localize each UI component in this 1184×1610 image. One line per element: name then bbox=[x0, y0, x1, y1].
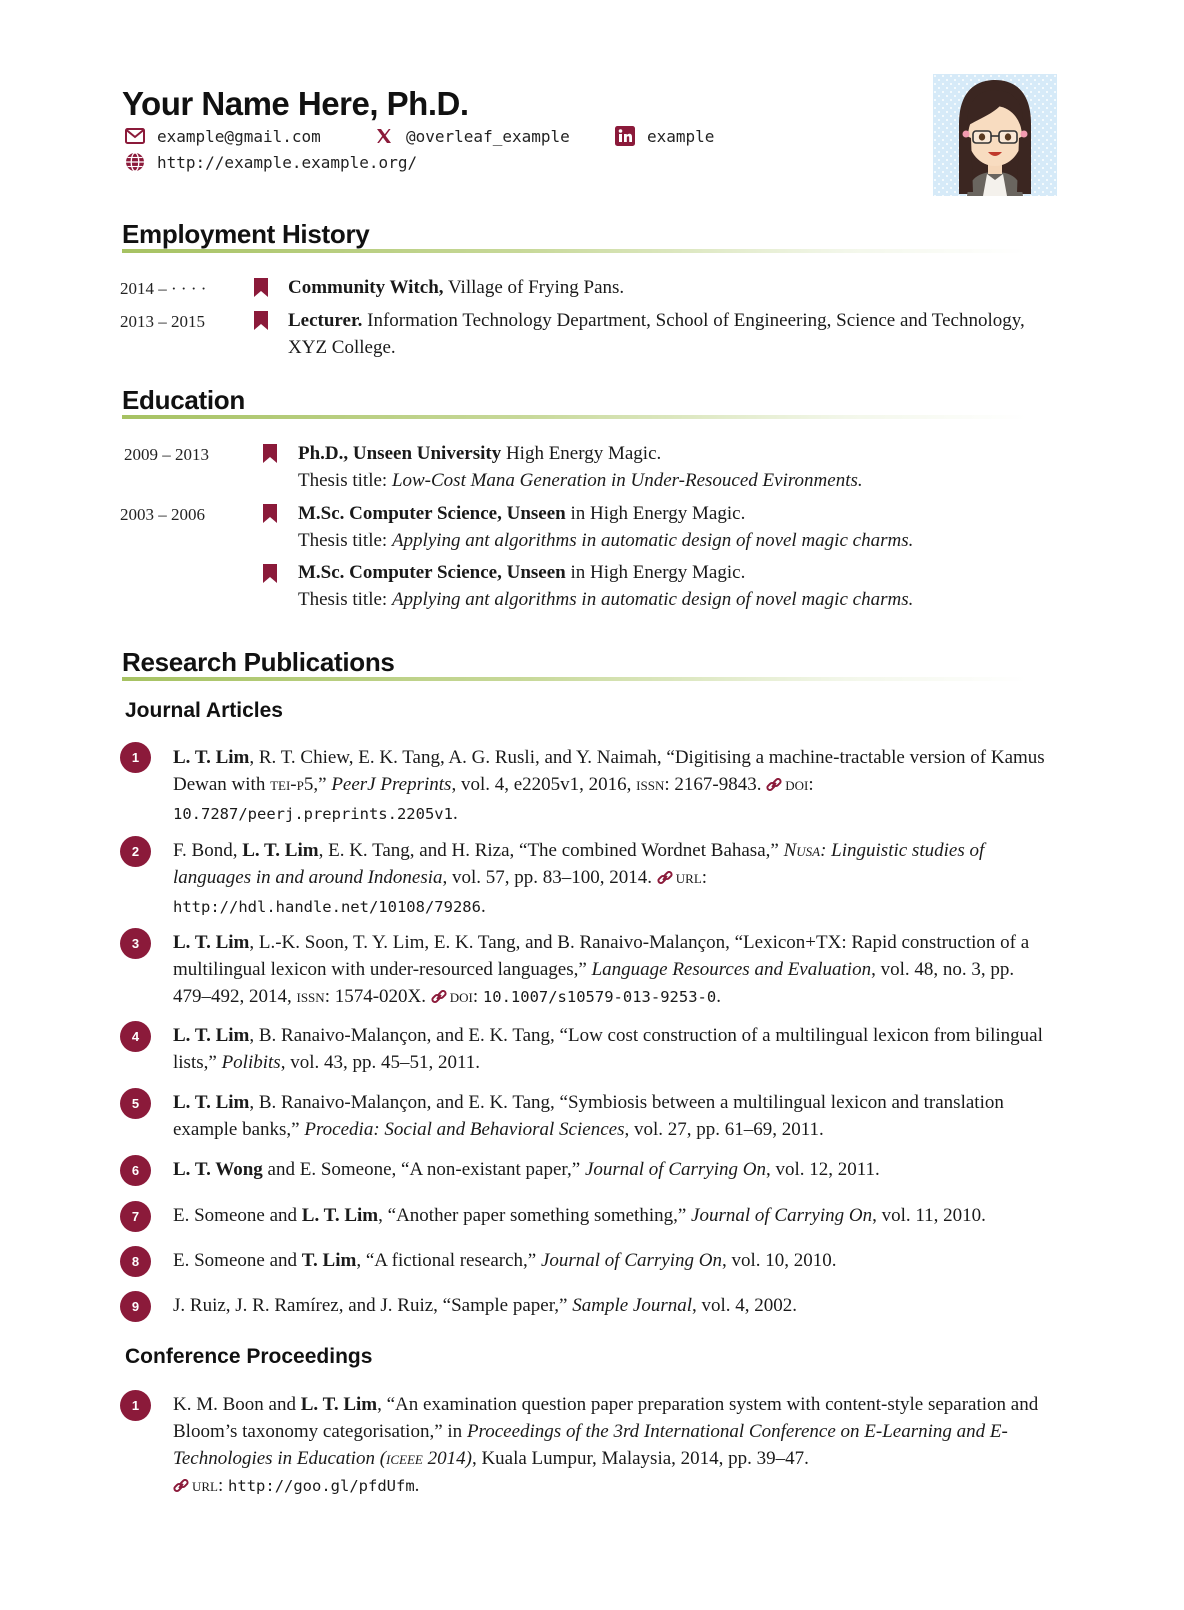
publication-number: 1 bbox=[120, 1390, 151, 1421]
section-title-publications: Research Publications bbox=[122, 647, 395, 677]
bookmark-icon bbox=[254, 311, 268, 330]
email-text[interactable]: example@gmail.com bbox=[157, 126, 321, 146]
publication-entry: F. Bond, L. T. Lim, E. K. Tang, and H. Riza, “The combined Wordnet Bahasa,” Nusa: Linguistic studies of languages in and around Indonesia, vol. 57, pp. 83–100, 2014. url: http://hdl.handle.net/10108/79286. bbox=[173, 840, 985, 917]
bookmark-icon bbox=[263, 444, 277, 463]
employment-date: 2014 – · · · · bbox=[120, 279, 207, 298]
publication-entry: L. T. Lim, L.-K. Soon, T. Y. Lim, E. K. Tang, and B. Ranaivo-Malançon, “Lexicon+TX: Rapid construction of a multilingual lexicon with under-resourced languages,” Language Resources and Evaluation, vol. 48, no. 3, pp. 479–492, 2014, issn: 1574-020X. doi: 10.1007/s10579-013-9253-0. bbox=[173, 929, 1053, 1012]
bookmark-icon bbox=[263, 564, 277, 583]
publication-entry: E. Someone and T. Lim, “A fictional research,” Journal of Carrying On, vol. 10, 2010. bbox=[173, 1250, 837, 1271]
contact-website[interactable] bbox=[124, 152, 417, 172]
publication-number: 9 bbox=[120, 1291, 151, 1322]
publication-number: 5 bbox=[120, 1088, 151, 1119]
section-divider bbox=[122, 249, 1027, 253]
contact-email[interactable] bbox=[124, 126, 321, 146]
globe-icon bbox=[124, 152, 146, 172]
subsection-title-journal: Journal Articles bbox=[125, 699, 283, 722]
bookmark-icon bbox=[263, 504, 277, 523]
publication-entry: L. T. Wong and E. Someone, “A non-existant paper,” Journal of Carrying On, vol. 12, 2011. bbox=[173, 1159, 880, 1180]
bookmark-icon bbox=[254, 278, 268, 297]
website-text[interactable]: http://example.example.org/ bbox=[157, 152, 418, 172]
subsection-title-conference: Conference Proceedings bbox=[125, 1345, 373, 1368]
education-date: 2009 – 2013 bbox=[124, 445, 209, 464]
contact-linkedin[interactable] bbox=[614, 126, 714, 146]
publication-entry: L. T. Lim, R. T. Chiew, E. K. Tang, A. G. Rusli, and Y. Naimah, “Digitising a machine-tractable version of Kamus Dewan with tei-p5,” PeerJ Preprints, vol. 4, e2205v1, 2016, issn: 2167-9843. doi: 10.7287/peerj.preprints.2205v1. bbox=[173, 747, 1045, 824]
doi-link[interactable]: 10.1007/s10579-013-9253-0 bbox=[482, 988, 717, 1006]
section-title-employment: Employment History bbox=[122, 219, 370, 249]
publication-entry: J. Ruiz, J. R. Ramírez, and J. Ruiz, “Sample paper,” Sample Journal, vol. 4, 2002. bbox=[173, 1295, 798, 1316]
url-link[interactable]: http://goo.gl/pfdUfm bbox=[228, 1477, 415, 1495]
avatar bbox=[933, 74, 1057, 196]
education-entry: M.Sc. Computer Science, Unseen in High Energy Magic. Thesis title: Applying ant algorithms in automatic design of novel magic charms. bbox=[298, 503, 914, 551]
twitter-text[interactable]: @overleaf_example bbox=[406, 126, 570, 146]
link-icon[interactable] bbox=[657, 866, 673, 893]
linkedin-icon bbox=[614, 126, 636, 146]
envelope-icon bbox=[124, 126, 146, 146]
publication-number: 4 bbox=[120, 1021, 151, 1052]
publication-entry: K. M. Boon and L. T. Lim, “An examination question paper preparation system with content-style separation and Bloom’s taxonomy categorisation,” in Proceedings of the 3rd International Conference on E-Learning and E-Technologies in Education (iceee 2014), Kuala Lumpur, Malaysia, 2014, pp. 39–47. url: http://goo.gl/pfdUfm. bbox=[173, 1391, 1053, 1501]
publication-number: 1 bbox=[120, 742, 151, 773]
doi-link[interactable]: 10.7287/peerj.preprints.2205v1 bbox=[173, 805, 453, 823]
x-logo-icon bbox=[373, 126, 395, 146]
education-entry: M.Sc. Computer Science, Unseen in High Energy Magic. Thesis title: Applying ant algorithms in automatic design of novel magic charms. bbox=[298, 562, 914, 610]
section-divider bbox=[122, 415, 1027, 419]
page-title: Your Name Here, Ph.D. bbox=[122, 85, 469, 122]
employment-entry: Lecturer. Information Technology Department, School of Engineering, Science and Technology, XYZ College. bbox=[288, 310, 1025, 358]
link-icon[interactable] bbox=[431, 985, 447, 1012]
url-link[interactable]: http://hdl.handle.net/10108/79286 bbox=[173, 898, 481, 916]
link-icon[interactable] bbox=[173, 1474, 189, 1501]
education-entry: Ph.D., Unseen University High Energy Magic. Thesis title: Low-Cost Mana Generation in Under-Resouced Evironments. bbox=[298, 443, 863, 491]
publication-number: 7 bbox=[120, 1201, 151, 1232]
contact-twitter[interactable] bbox=[373, 126, 570, 146]
section-title-education: Education bbox=[122, 385, 245, 415]
link-icon[interactable] bbox=[766, 773, 782, 800]
employment-date: 2013 – 2015 bbox=[120, 312, 205, 331]
publication-number: 8 bbox=[120, 1246, 151, 1277]
publication-entry: L. T. Lim, B. Ranaivo-Malançon, and E. K. Tang, “Symbiosis between a multilingual lexicon and translation example banks,” Procedia: Social and Behavioral Sciences, vol. 27, pp. 61–69, 2011. bbox=[173, 1092, 1004, 1140]
section-divider bbox=[122, 677, 1027, 681]
publication-entry: L. T. Lim, B. Ranaivo-Malançon, and E. K. Tang, “Low cost construction of a multilingual lexicon from bilingual lists,” Polibits, vol. 43, pp. 45–51, 2011. bbox=[173, 1025, 1043, 1073]
education-date: 2003 – 2006 bbox=[120, 505, 205, 524]
publication-number: 6 bbox=[120, 1155, 151, 1186]
linkedin-text[interactable]: example bbox=[647, 126, 715, 146]
publication-entry: E. Someone and L. T. Lim, “Another paper something something,” Journal of Carrying On, vol. 11, 2010. bbox=[173, 1205, 986, 1226]
publication-number: 3 bbox=[120, 928, 151, 959]
publication-number: 2 bbox=[120, 836, 151, 867]
employment-entry: Community Witch, Village of Frying Pans. bbox=[288, 277, 625, 298]
